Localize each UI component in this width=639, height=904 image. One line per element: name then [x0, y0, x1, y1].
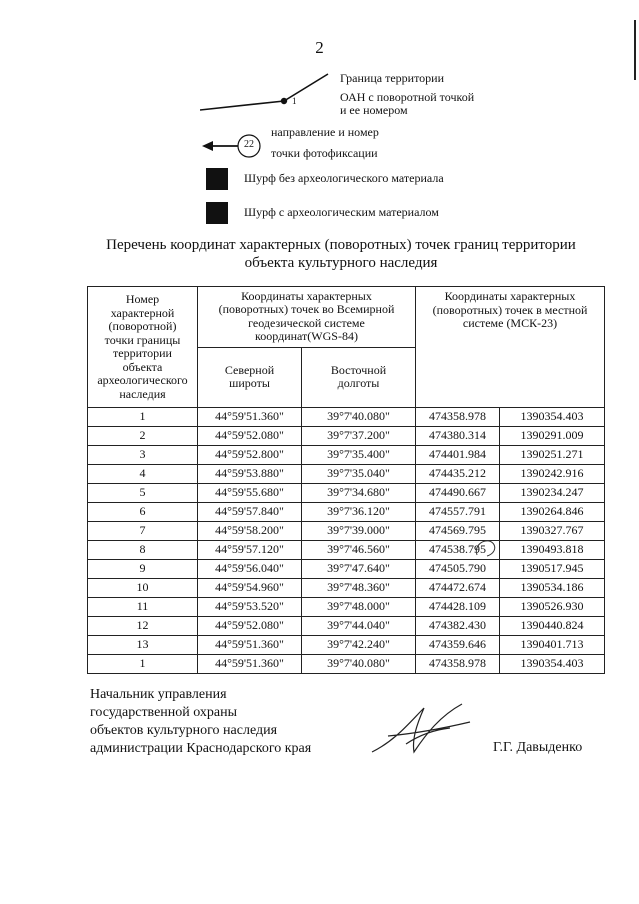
pit-with-material-label: Шурф с археологическим материалом	[244, 205, 439, 219]
cell-point-number: 3	[88, 446, 198, 465]
cell-y: 1390401.713	[500, 636, 605, 655]
header-msk23-group: Координаты характерных (поворотных) точек в местной системе (МСК-23)	[416, 287, 605, 408]
cell-x: 474557.791	[416, 503, 500, 522]
table-row	[88, 560, 605, 579]
cell-x: 474490.667	[416, 484, 500, 503]
cell-point-number: 10	[88, 579, 198, 598]
header-east-longitude: Восточной долготы	[302, 347, 416, 408]
cell-point-number: 4	[88, 465, 198, 484]
cell-y: 1390242.916	[500, 465, 605, 484]
cell-point-number: 9	[88, 560, 198, 579]
cell-y: 1390534.186	[500, 579, 605, 598]
header-point-number: Номер характерной (поворотной) точки границы территории объекта археологического наследия	[88, 287, 198, 408]
pit-with-material-icon	[206, 202, 228, 224]
cell-x: 474358.978	[416, 655, 500, 674]
cell-latitude: 44°59'53.520"	[198, 598, 302, 617]
cell-longitude: 39°7'47.640"	[302, 560, 416, 579]
cell-longitude: 39°7'48.360"	[302, 579, 416, 598]
cell-y: 1390354.403	[500, 408, 605, 427]
cell-latitude: 44°59'51.360"	[198, 655, 302, 674]
cell-x: 474435.212	[416, 465, 500, 484]
cell-y: 1390493.818	[500, 541, 605, 560]
cell-point-number: 8	[88, 541, 198, 560]
table-row	[88, 446, 605, 465]
cell-longitude: 39°7'39.000"	[302, 522, 416, 541]
cell-longitude: 39°7'40.080"	[302, 655, 416, 674]
cell-y: 1390517.945	[500, 560, 605, 579]
cell-x: 474538.795	[416, 541, 500, 560]
cell-x: 474401.984	[416, 446, 500, 465]
cell-x: 474380.314	[416, 427, 500, 446]
cell-point-number: 1	[88, 655, 198, 674]
cell-x: 474569.795	[416, 522, 500, 541]
cell-x: 474428.109	[416, 598, 500, 617]
cell-longitude: 39°7'35.040"	[302, 465, 416, 484]
table-row	[88, 465, 605, 484]
handwritten-mark	[473, 539, 499, 559]
table-row	[88, 579, 605, 598]
cell-longitude: 39°7'36.120"	[302, 503, 416, 522]
cell-y: 1390251.271	[500, 446, 605, 465]
table-row	[88, 617, 605, 636]
table-row	[88, 598, 605, 617]
cell-latitude: 44°59'57.840"	[198, 503, 302, 522]
cell-x: 474359.646	[416, 636, 500, 655]
page-number: 2	[315, 38, 324, 57]
cell-point-number: 1	[88, 408, 198, 427]
cell-latitude: 44°59'55.680"	[198, 484, 302, 503]
cell-latitude: 44°59'51.360"	[198, 636, 302, 655]
cell-point-number: 11	[88, 598, 198, 617]
table-row	[88, 655, 605, 674]
cell-longitude: 39°7'44.040"	[302, 617, 416, 636]
cell-y: 1390354.403	[500, 655, 605, 674]
pit-without-material-icon	[206, 168, 228, 190]
header-north-latitude: Северной широты	[198, 347, 302, 408]
header-wgs84-group: Координаты характерных (поворотных) точек во Всемирной геодезической системе координат(WGS-84)	[198, 287, 416, 348]
cell-longitude: 39°7'40.080"	[302, 408, 416, 427]
signatory-name: Г.Г. Давыденко	[493, 740, 583, 755]
boundary-line-icon	[200, 66, 340, 118]
photo-number: 22	[244, 139, 254, 150]
table-row	[88, 503, 605, 522]
cell-latitude: 44°59'52.080"	[198, 427, 302, 446]
pit-without-material-label: Шурф без археологического материала	[244, 171, 444, 185]
cell-point-number: 13	[88, 636, 198, 655]
cell-longitude: 39°7'46.560"	[302, 541, 416, 560]
cell-latitude: 44°59'54.960"	[198, 579, 302, 598]
cell-x: 474472.674	[416, 579, 500, 598]
cell-longitude: 39°7'37.200"	[302, 427, 416, 446]
handwritten-signature	[366, 700, 476, 758]
signatory-position: Начальник управления государственной охраны объектов культурного наследия администрации Краснодарского края	[90, 687, 312, 756]
table-body	[88, 408, 605, 674]
cell-y: 1390440.824	[500, 617, 605, 636]
cell-y: 1390526.930	[500, 598, 605, 617]
cell-longitude: 39°7'48.000"	[302, 598, 416, 617]
cell-latitude: 44°59'51.360"	[198, 408, 302, 427]
cell-point-number: 5	[88, 484, 198, 503]
cell-point-number: 2	[88, 427, 198, 446]
cell-point-number: 7	[88, 522, 198, 541]
boundary-legend-label: Граница территории ОАН с поворотной точкой и ее номером	[340, 71, 475, 117]
table-row	[88, 522, 605, 541]
cell-y: 1390264.846	[500, 503, 605, 522]
table-row	[88, 484, 605, 503]
table-row	[88, 636, 605, 655]
cell-y: 1390291.009	[500, 427, 605, 446]
cell-longitude: 39°7'35.400"	[302, 446, 416, 465]
cell-latitude: 44°59'52.800"	[198, 446, 302, 465]
cell-x: 474358.978	[416, 408, 500, 427]
table-row	[88, 541, 605, 560]
cell-latitude: 44°59'57.120"	[198, 541, 302, 560]
cell-point-number: 12	[88, 617, 198, 636]
photo-legend-label: направление и номер точки фотофиксации	[271, 125, 379, 160]
coordinates-table	[87, 286, 605, 674]
cell-latitude: 44°59'53.880"	[198, 465, 302, 484]
cell-y: 1390327.767	[500, 522, 605, 541]
cell-longitude: 39°7'34.680"	[302, 484, 416, 503]
document-heading: Перечень координат характерных (поворотных) точек границ территории объекта культурного наследия	[106, 237, 576, 271]
table-row	[88, 408, 605, 427]
cell-latitude: 44°59'52.080"	[198, 617, 302, 636]
cell-x: 474505.790	[416, 560, 500, 579]
cell-latitude: 44°59'58.200"	[198, 522, 302, 541]
boundary-point-number: 1	[292, 96, 297, 106]
cell-longitude: 39°7'42.240"	[302, 636, 416, 655]
table-row	[88, 427, 605, 446]
cell-x: 474382.430	[416, 617, 500, 636]
cell-point-number: 6	[88, 503, 198, 522]
cell-latitude: 44°59'56.040"	[198, 560, 302, 579]
cell-y: 1390234.247	[500, 484, 605, 503]
